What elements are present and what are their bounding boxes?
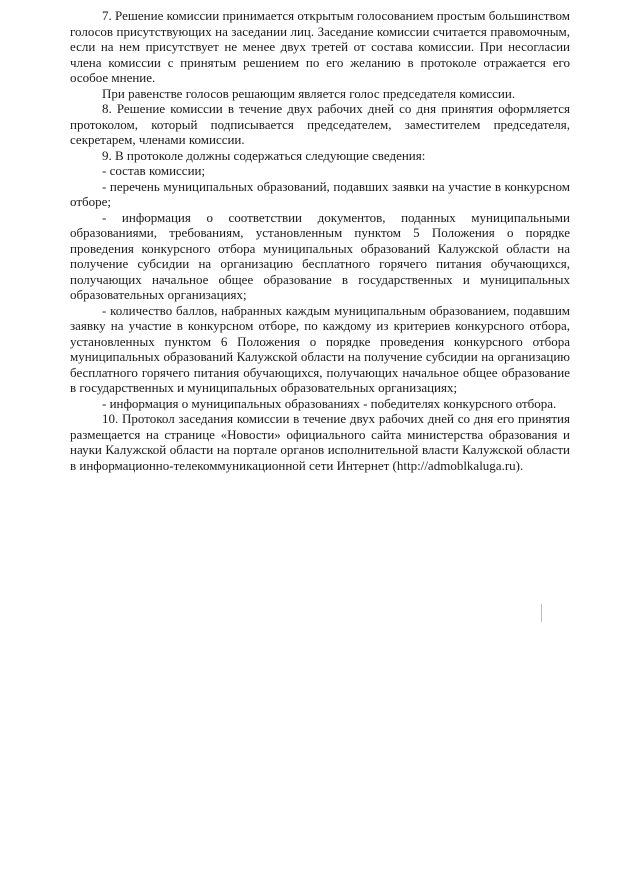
paragraph-tie-vote: При равенстве голосов решающим является голос председателя комиссии.	[102, 85, 516, 101]
paragraph-8: 8. Решение комиссии в течение двух рабочих дней со дня принятия оформляется протоколом, который подписывается председателем, заместителем председателя, секретарем, членами комиссии.	[70, 101, 570, 147]
list-item-scores: - количество баллов, набранных каждым муниципальным образованием, подавшим заявку на участие в конкурсном отборе, по каждому из критериев конкурсного отбора, установленных пунктом 6 Положения о порядке проведения конкурсного отбора муниципальных образований Калужской области на получение субсидии на организацию бесплатного горячего питания обучающихся, получающих начальное общее образование в государственных и муниципальных образовательных организациях;	[70, 302, 570, 395]
paragraph-9: 9. В протоколе должны содержаться следующие сведения:	[102, 147, 426, 163]
paragraph-10: 10. Протокол заседания комиссии в течение двух рабочих дней со дня его принятия размещается на странице «Новости» официального сайта министерства образования и науки Калужской области на портале органов исполнительной власти Калужской области в информационно-телекоммуникационной сети Интернет (http://admoblkaluga.ru).	[70, 411, 570, 473]
list-item-winners: - информация о муниципальных образованиях - победителях конкурсного отбора.	[102, 395, 557, 411]
paragraph-7: 7. Решение комиссии принимается открытым голосованием простым большинством голосов присутствующих на заседании лиц. Заседание комиссии считается правомочным, если на нем присутствует не менее двух третей от состава комиссии. При несогласии члена комиссии с принятым решением по его желанию в протоколе отражается его особое мнение.	[70, 8, 570, 85]
scan-artifact	[541, 604, 542, 622]
list-item-commission-composition: - состав комиссии;	[102, 163, 206, 178]
list-item-applicants: - перечень муниципальных образований, подавших заявки на участие в конкурсном отборе;	[70, 178, 570, 209]
list-item-compliance-info: - информация о соответствии документов, поданных муниципальными образованиями, требованиям, установленным пунктом 5 Положения о порядке проведения конкурсного отбора муниципальных образований Калужской области на получение субсидии на организацию бесплатного горячего питания обучающихся, получающих начальное общее образование в государственных и муниципальных образовательных организациях;	[70, 209, 570, 302]
document-body	[70, 8, 570, 473]
